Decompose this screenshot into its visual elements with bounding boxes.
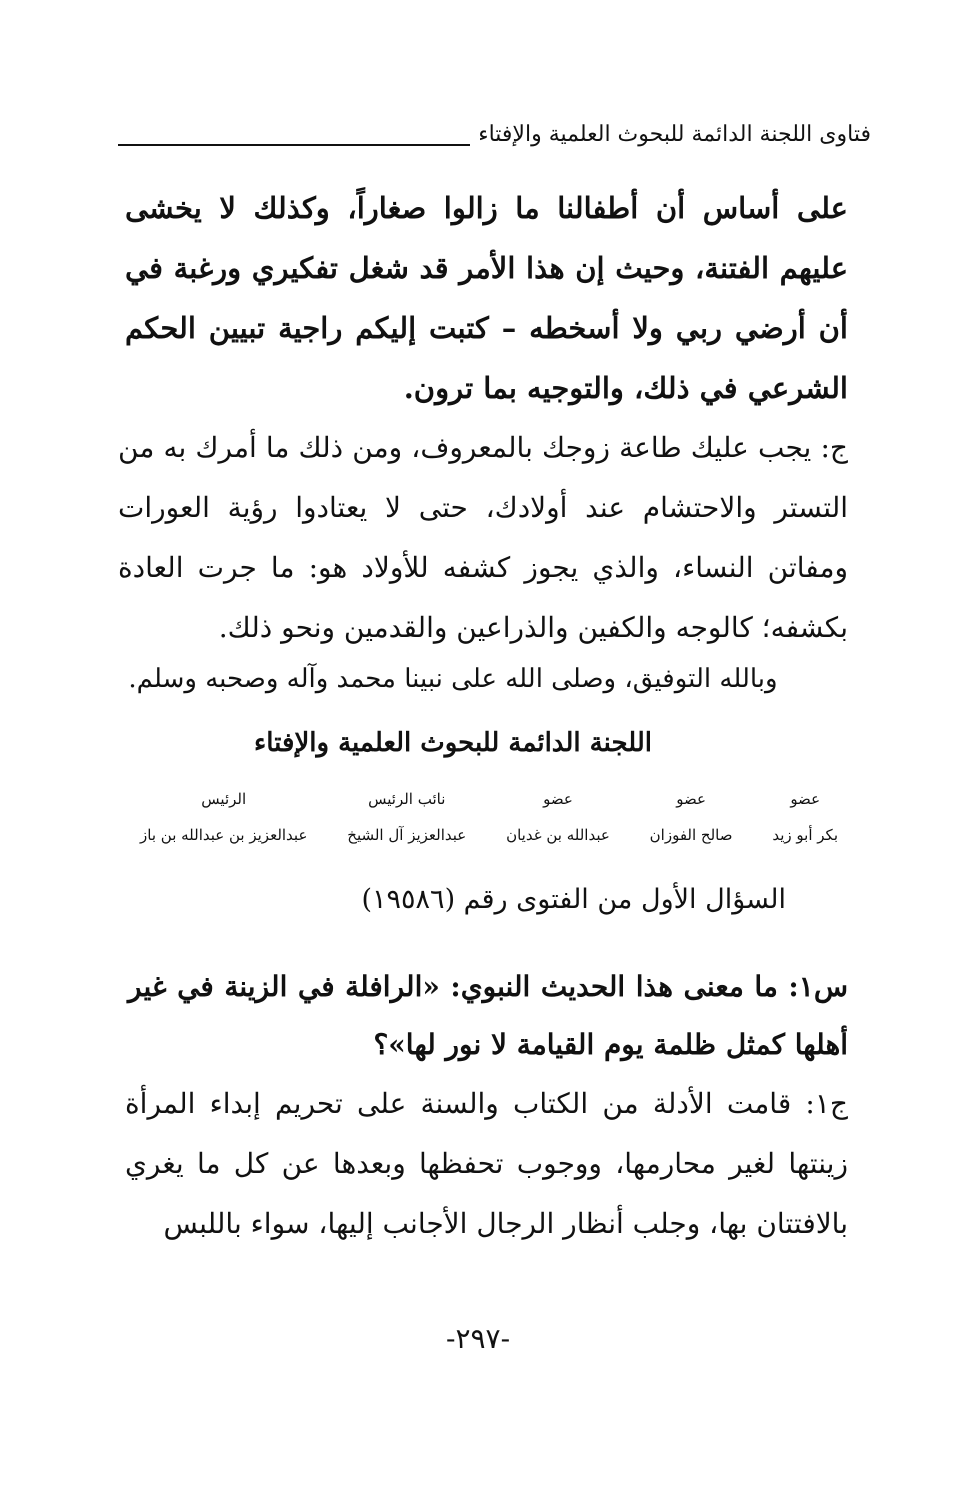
member-role: الرئيس bbox=[201, 790, 247, 808]
member-role: نائب الرئيس bbox=[368, 790, 446, 808]
member-role: عضو bbox=[676, 790, 706, 808]
member-name: عبدالعزيز بن عبدالله بن باز bbox=[140, 826, 308, 844]
member-name: عبدالعزيز آل الشيخ bbox=[347, 826, 467, 844]
committee-name: اللجنة الدائمة للبحوث العلمية والإفتاء bbox=[254, 728, 652, 758]
page-number: -٢٩٧- bbox=[445, 1322, 511, 1355]
member-name: عبدالله بن غديان bbox=[506, 826, 610, 844]
closing-line: وبالله التوفيق، وصلى الله على نبينا محمد وآله وصحبه وسلم. bbox=[128, 664, 778, 694]
member-role: عضو bbox=[790, 790, 821, 808]
question-2: س١: ما معنى هذا الحديث النبوي: «الرافلة في الزينة في غير أهلها كمثل ظلمة يوم القيامة لا نور لها»؟ bbox=[128, 970, 848, 1061]
answer-2: ج١: قامت الأدلة من الكتاب والسنة على تحريم إبداء المرأة زينتها لغير محارمها، ووجوب تحفظها وبعدها عن كل ما يغري بالافتتان بها، وجلب أنظار الرجال الأجانب إليها، سواء باللبس bbox=[125, 1087, 848, 1240]
member-role: عضو bbox=[543, 790, 573, 808]
member-1 bbox=[772, 788, 838, 844]
member-name: بكر أبو زيد bbox=[772, 826, 838, 844]
member-5 bbox=[140, 788, 307, 844]
answer-paragraph: ج: يجب عليك طاعة زوجك بالمعروف، ومن ذلك ما أمرك به من التستر والاحتشام عند أولادك، حتى لا يعتادوا رؤية العورات ومفاتن النساء، والذي يجوز كشفه للأولاد هو: ما جرت العادة بكشفه؛ كالوجه والكفين والذراعين والقدمين ونحو ذلك. bbox=[118, 431, 848, 644]
running-title: فتاوى اللجنة الدائمة للبحوث العلمية والإفتاء bbox=[478, 122, 871, 147]
member-3 bbox=[506, 788, 610, 844]
committee-members bbox=[140, 788, 838, 844]
member-4 bbox=[347, 788, 466, 844]
member-2 bbox=[650, 788, 733, 844]
page-header bbox=[118, 112, 871, 152]
question-continuation: على أساس أن أطفالنا ما زالوا صغاراً، وكذلك لا يخشى عليهم الفتنة، وحيث إن هذا الأمر قد شغل تفكيري ورغبة في أن أرضي ربي ولا أسخطه – كتبت إليكم راجية تبيين الحكم الشرعي في ذلك، والتوجيه بما ترون. bbox=[125, 191, 848, 405]
fatwa-heading: السؤال الأول من الفتوى رقم (١٩٥٨٦) bbox=[361, 884, 786, 915]
header-rule bbox=[118, 144, 470, 146]
member-name: صالح الفوزان bbox=[649, 826, 733, 844]
